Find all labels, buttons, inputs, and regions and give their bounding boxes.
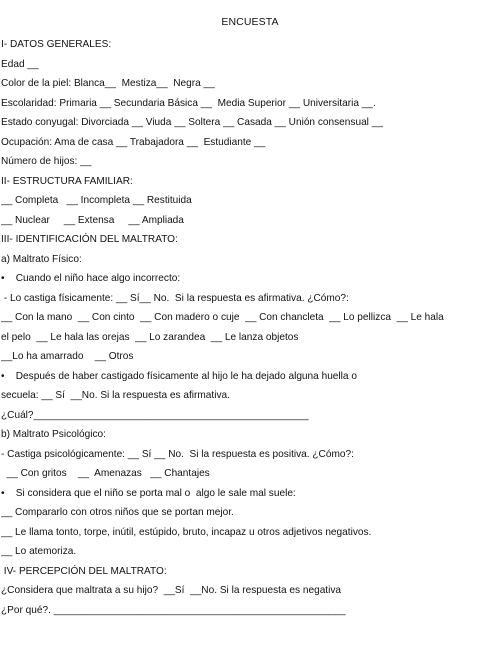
physical-punishment-options: __ Con la mano __ Con cinto __ Con madero o cuje __ Con chancleta __ Lo pellizca __ Le hala: [1, 312, 444, 323]
behavior-option: __ Lo atemoriza.: [1, 546, 77, 557]
psychological-punishment-question: - Castiga psicológicamente: __ Sí __ No. Si la respuesta es positiva. ¿Cómo?:: [1, 448, 354, 460]
behavior-option: __ Compararlo con otros niños que se portan mejor.: [1, 507, 234, 518]
subheading-physical-abuse: a) Maltrato Físico:: [1, 253, 82, 265]
subheading-psychological-abuse: b) Maltrato Psicológico:: [1, 429, 106, 440]
document-title: ENCUESTA: [221, 16, 279, 28]
physical-punishment-question: - Lo castiga físicamente: __ Sí__ No. Si la respuesta es afirmativa. ¿Cómo?:: [1, 292, 349, 304]
section-heading-family-structure: II- ESTRUCTURA FAMILIAR:: [1, 175, 133, 187]
physical-punishment-options: __Lo ha amarrado __ Otros: [1, 351, 134, 362]
bullet-item: • Cuando el niño hace algo incorrecto:: [1, 273, 181, 284]
section-heading-abuse-identification: III- IDENTIFICACIÓN DEL MALTRATO:: [1, 234, 178, 245]
behavior-option: __ Le llama tonto, torpe, inútil, estúpido, bruto, incapaz u otros adjetivos negativos.: [1, 526, 372, 538]
section-heading-abuse-perception: IV- PERCEPCIÓN DEL MALTRATO:: [1, 565, 167, 577]
marital-status-line: Estado conyugal: Divorciada __ Viuda __ Soltera __ Casada __ Unión consensual __: [1, 117, 383, 128]
psychological-punishment-options: __ Con gritos __ Amenazas __ Chantajes: [1, 468, 210, 479]
perception-question: ¿Considera que maltrata a su hijo? __Sí __No. Si la respuesta es negativa: [1, 585, 342, 596]
number-of-children-line: Número de hijos: __: [1, 156, 92, 167]
which-answer-line: ¿Cuál?_________________________________________________: [1, 409, 309, 421]
bullet-item: • Si considera que el niño se porta mal o algo le sale mal suele:: [1, 487, 296, 499]
why-answer-line: ¿Por qué?. ____________________________________________________: [1, 604, 346, 616]
section-heading-general-data: I- DATOS GENERALES:: [1, 39, 112, 50]
age-field-line: Edad __: [1, 58, 39, 70]
family-type-line: __ Nuclear __ Extensa __ Ampliada: [1, 214, 184, 226]
bullet-item: • Después de haber castigado físicamente al hijo le ha dejado alguna huella o: [1, 370, 357, 382]
schooling-line: Escolaridad: Primaria __ Secundaria Básica __ Media Superior __ Universitaria __.: [1, 97, 376, 109]
after-effects-question: secuela: __ Sí __No. Si la respuesta es afirmativa.: [1, 390, 230, 401]
occupation-line: Ocupación: Ama de casa __ Trabajadora __ Estudiante __: [1, 136, 266, 148]
skin-color-line: Color de la piel: Blanca__ Mestiza__ Negra __: [1, 78, 215, 89]
physical-punishment-options: el pelo __ Le hala las orejas __ Lo zarandea __ Le lanza objetos: [1, 331, 299, 343]
family-completeness-line: __ Completa __ Incompleta __ Restituida: [1, 195, 192, 206]
survey-body: [1, 35, 497, 620]
